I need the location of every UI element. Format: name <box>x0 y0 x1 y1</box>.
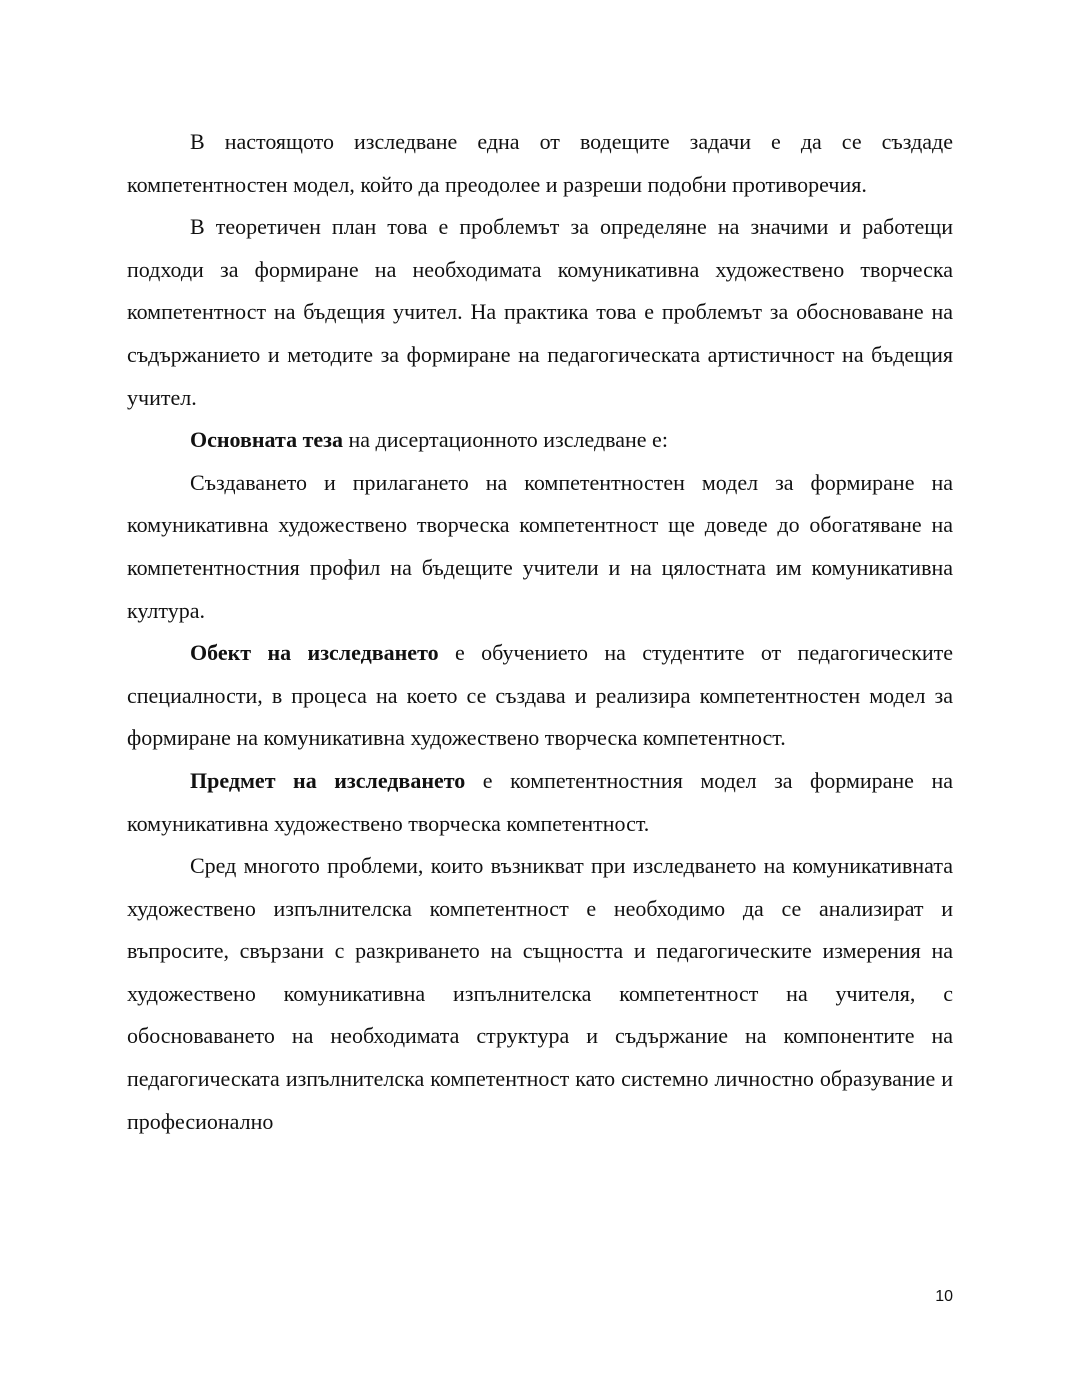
paragraph-main-thesis <box>127 419 953 462</box>
paragraph-text: е компетентностния модел за формиране на комуникативна художествено творческа компетентност. <box>127 767 953 836</box>
paragraph-research-object <box>127 632 953 760</box>
paragraph-heading: Предмет на изследването <box>190 767 466 793</box>
document-body <box>127 121 953 1143</box>
paragraph-theory <box>127 206 953 419</box>
paragraph-heading: Основната теза <box>190 427 343 453</box>
paragraph-text: В теоретичен план това е проблемът за определяне на значими и работещи подходи за формиране на необходимата комуникативна художествено творческа компетентност на бъдещия учител. На практика това е проблемът за обосноваване на съдържанието и методите за формиране на педагогическата артистичност на бъдещия учител. <box>127 214 953 410</box>
paragraph-research-subject <box>127 760 953 845</box>
paragraph-text: Сред многото проблеми, които възникват при изследването на комуникативната художествено изпълнителска компетентност е необходимо да се анализират и въпросите, свързани с разкриването на същността и педагогическите измерения на художествено комуникативна изпълнителска компетентност на учителя, с обосноваването на необходимата структура и съдържание на компонентите на педагогическата изпълнителска компетентност като системно личностно образувание и професионално <box>127 853 953 1134</box>
paragraph-thesis-statement <box>127 462 953 632</box>
paragraph-text: В настоящото изследване една от водещите задачи е да се създаде компетентностен модел, който да преодолее и разреши подобни противоречия. <box>127 129 953 197</box>
page-number: 10 <box>935 1288 953 1305</box>
paragraph-problems <box>127 845 953 1143</box>
paragraph-intro <box>127 121 953 206</box>
paragraph-heading: Обект на изследването <box>190 640 439 666</box>
paragraph-text: на дисертационното изследване е: <box>342 427 668 453</box>
paragraph-text: е обучението на студентите от педагогическите специалности, в процеса на което се създава и реализира компетентностен модел за формиране на комуникативна художествено творческа компетентност. <box>127 640 954 751</box>
paragraph-text: Създаването и прилагането на компетентностен модел за формиране на комуникативна художествено творческа компетентност ще доведе до обогатяване на компетентностния профил на бъдещите учители и на цялостната им комуникативна култура. <box>127 469 953 623</box>
